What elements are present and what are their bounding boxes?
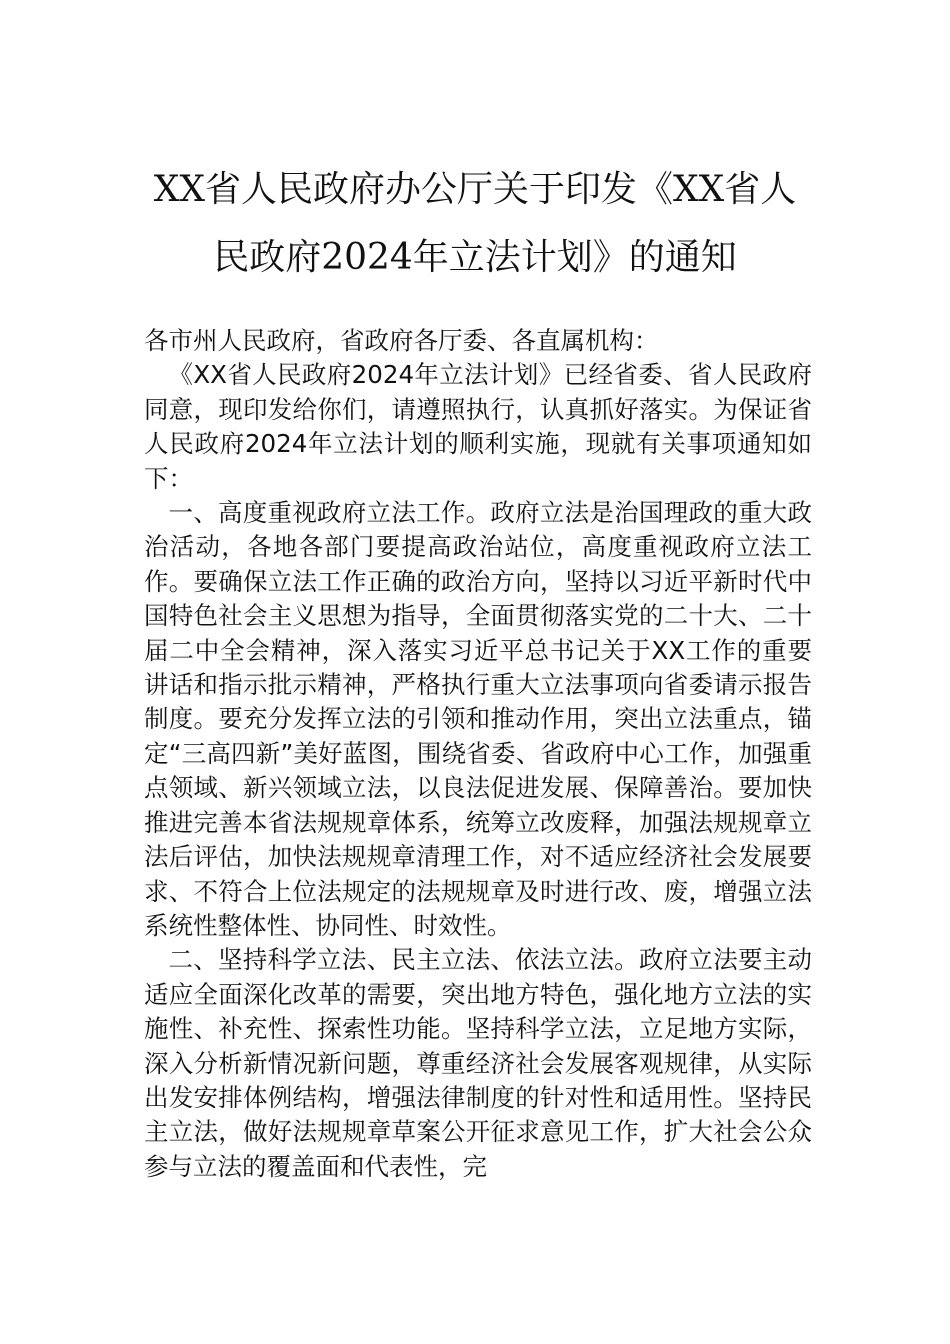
salutation: 各市州人民政府，省政府各厅委、各直属机构： [144,326,659,355]
document-body [144,324,812,1184]
title-line-2: 民政府2024年立法计划》的通知 [213,237,737,278]
title-line-1: XX省人民政府办公厅关于印发《XX省人 [153,169,797,210]
document-title [140,156,810,292]
paragraph-intro: 《XX省人民政府2024年立法计划》已经省委、省人民政府同意，现印发给你们，请遵照执行，认真抓好落实。为保证省人民政府2024年立法计划的顺利实施，现就有关事项通知如下： [144,360,812,493]
paragraph-section-2: 二、坚持科学立法、民主立法、依法立法。政府立法要主动适应全面深化改革的需要，突出地方特色，强化地方立法的实施性、补充性、探索性功能。坚持科学立法，立足地方实际，深入分析新情况新问题，尊重经济社会发展客观规律，从实际出发安排体例结构，增强法律制度的针对性和适用性。坚持民主立法，做好法规规章草案公开征求意见工作，扩大社会公众参与立法的覆盖面和代表性，完 [144,945,812,1181]
paragraph-section-1: 一、高度重视政府立法工作。政府立法是治国理政的重大政治活动，各地各部门要提高政治站位，高度重视政府立法工作。要确保立法工作正确的政治方向，坚持以习近平新时代中国特色社会主义思想为指导，全面贯彻落实党的二十大、二十届二中全会精神，深入落实习近平总书记关于XX工作的重要讲话和指示批示精神，严格执行重大立法事项向省委请示报告制度。要充分发挥立法的引领和推动作用，突出立法重点，锚定“三高四新”美好蓝图，围绕省委、省政府中心工作，加强重点领域、新兴领域立法，以良法促进发展、保障善治。要加快推进完善本省法规规章体系，统筹立改废释，加强法规规章立法后评估，加快法规规章清理工作，对不适应经济社会发展要求、不符合上位法规定的法规规章及时进行改、废，增强立法系统性整体性、协同性、时效性。 [144,498,812,940]
